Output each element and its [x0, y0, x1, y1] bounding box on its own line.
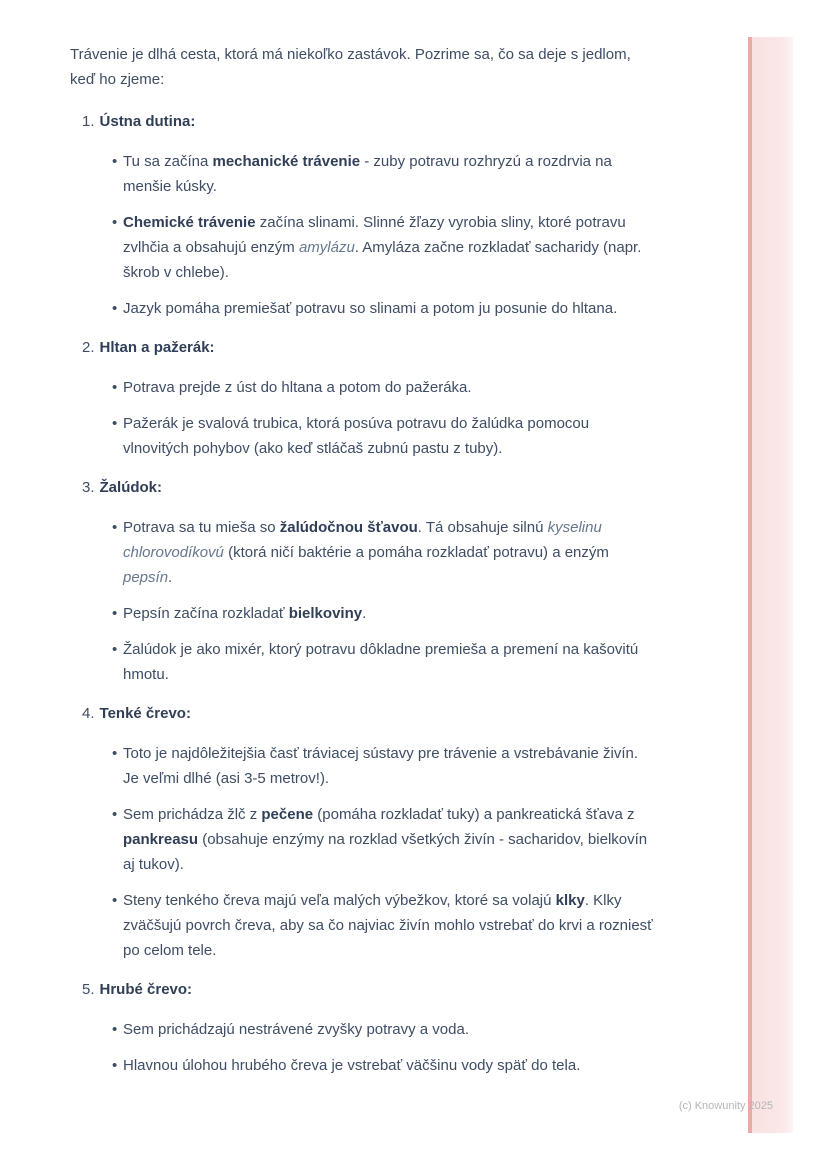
text-run: bielkoviny: [288, 605, 363, 622]
bullet-item: [70, 149, 658, 199]
bullet-item: [70, 1017, 658, 1042]
sections-list: [70, 109, 658, 1078]
text-run: (pomáha rozkladať tuky) a pankreatická šťava z: [313, 806, 635, 823]
bullet-list: [70, 515, 658, 687]
bullet-list: [70, 741, 658, 963]
section-number: 2.: [82, 339, 95, 356]
bullet-item: [70, 601, 658, 626]
bullet-item: [70, 888, 658, 963]
text-run: pečene: [261, 806, 314, 823]
text-run: . Tá obsahuje silnú: [417, 519, 548, 536]
text-run: Hlavnou úlohou hrubého čreva je vstrebať väčšinu vody späť do tela.: [123, 1057, 581, 1074]
section-title: Tenké črevo:: [99, 705, 191, 722]
text-run: kyselinu chlorovodíkovú: [123, 519, 602, 561]
text-run: Steny tenkého čreva majú veľa malých výbežkov, ktoré sa volajú: [123, 892, 556, 909]
text-run: (ktorá ničí baktérie a pomáha rozkladať potravu) a enzým: [223, 544, 609, 561]
text-run: Sem prichádzajú nestrávené zvyšky potravy a voda.: [123, 1021, 470, 1038]
text-run: .: [168, 569, 173, 586]
bullet-item: [70, 296, 658, 321]
text-run: Potrava prejde z úst do hltana a potom do pažeráka.: [123, 379, 472, 396]
text-run: Chemické trávenie: [123, 214, 256, 231]
section-item: [70, 701, 658, 963]
text-run: klky: [555, 892, 585, 909]
intro-paragraph: Trávenie je dlhá cesta, ktorá má niekoľko zastávok. Pozrime sa, čo sa deje s jedlom, keď ho zjeme:: [70, 46, 631, 88]
text-run: . Amyláza začne rozkladať sacharidy (napr. škrob v chlebe).: [123, 239, 642, 281]
text-run: Potrava sa tu mieša so: [123, 519, 280, 536]
text-run: - zuby potravu rozhryzú a rozdrvia na menšie kúsky.: [123, 153, 612, 195]
text-run: pepsín: [123, 569, 169, 586]
text-run: amylázu: [298, 239, 355, 256]
text-run: začína slinami. Slinné žľazy vyrobia sliny, ktoré potravu zvlhčia a obsahujú enzým: [123, 214, 626, 256]
section-number: 3.: [82, 479, 95, 496]
section-title: Hrubé črevo:: [99, 981, 193, 998]
section-heading: [70, 109, 658, 134]
section-item: [70, 109, 658, 321]
section-heading: [70, 475, 658, 500]
text-run: Toto je najdôležitejšia časť tráviacej sústavy pre trávenie a vstrebávanie živín. Je veľmi dlhé (asi 3-5 metrov!).: [123, 745, 639, 787]
bullet-list: [70, 1017, 658, 1078]
text-run: žalúdočnou šťavou: [279, 519, 418, 536]
text-run: Sem prichádza žlč z: [123, 806, 262, 823]
text-run: .: [362, 605, 367, 622]
bullet-item: [70, 1053, 658, 1078]
bullet-item: [70, 741, 658, 791]
text-run: Žalúdok je ako mixér, ktorý potravu dôkladne premieša a premení na kašovitú hmotu.: [123, 641, 639, 683]
section-number: 1.: [82, 113, 95, 130]
text-run: (obsahuje enzýmy na rozklad všetkých živín - sacharidov, bielkovín aj tukov).: [123, 831, 648, 873]
section-title: Žalúdok:: [99, 479, 163, 496]
section-item: [70, 977, 658, 1078]
document-content: [70, 42, 658, 1092]
section-heading: [70, 977, 658, 1002]
bullet-list: [70, 149, 658, 321]
section-heading: [70, 335, 658, 360]
bullet-item: [70, 802, 658, 877]
section-title: Ústna dutina:: [99, 113, 196, 130]
section-item: [70, 335, 658, 461]
bullet-list: [70, 375, 658, 461]
bullet-item: [70, 375, 658, 400]
bullet-item: [70, 637, 658, 687]
text-run: Pažerák je svalová trubica, ktorá posúva potravu do žalúdka pomocou vlnovitých pohybov (ako keď stláčaš zubnú pastu z tuby).: [123, 415, 590, 457]
text-run: Tu sa začína: [123, 153, 213, 170]
text-run: . Klky zväčšujú povrch čreva, aby sa čo najviac živín mohlo vstrebať do krvi a rozniesť po celom tele.: [123, 892, 653, 959]
section-number: 4.: [82, 705, 95, 722]
text-run: mechanické trávenie: [212, 153, 361, 170]
text-run: pankreasu: [123, 831, 199, 848]
bullet-item: [70, 411, 658, 461]
section-title: Hltan a pažerák:: [99, 339, 215, 356]
copyright-footer: (c) Knowunity 2025: [678, 1100, 773, 1112]
bullet-item: [70, 515, 658, 590]
section-item: [70, 475, 658, 687]
text-run: Jazyk pomáha premiešať potravu so slinami a potom ju posunie do hltana.: [123, 300, 618, 317]
text-run: Pepsín začína rozkladať: [123, 605, 289, 622]
bullet-item: [70, 210, 658, 285]
section-number: 5.: [82, 981, 95, 998]
section-heading: [70, 701, 658, 726]
right-margin-stripe: [748, 37, 793, 1133]
